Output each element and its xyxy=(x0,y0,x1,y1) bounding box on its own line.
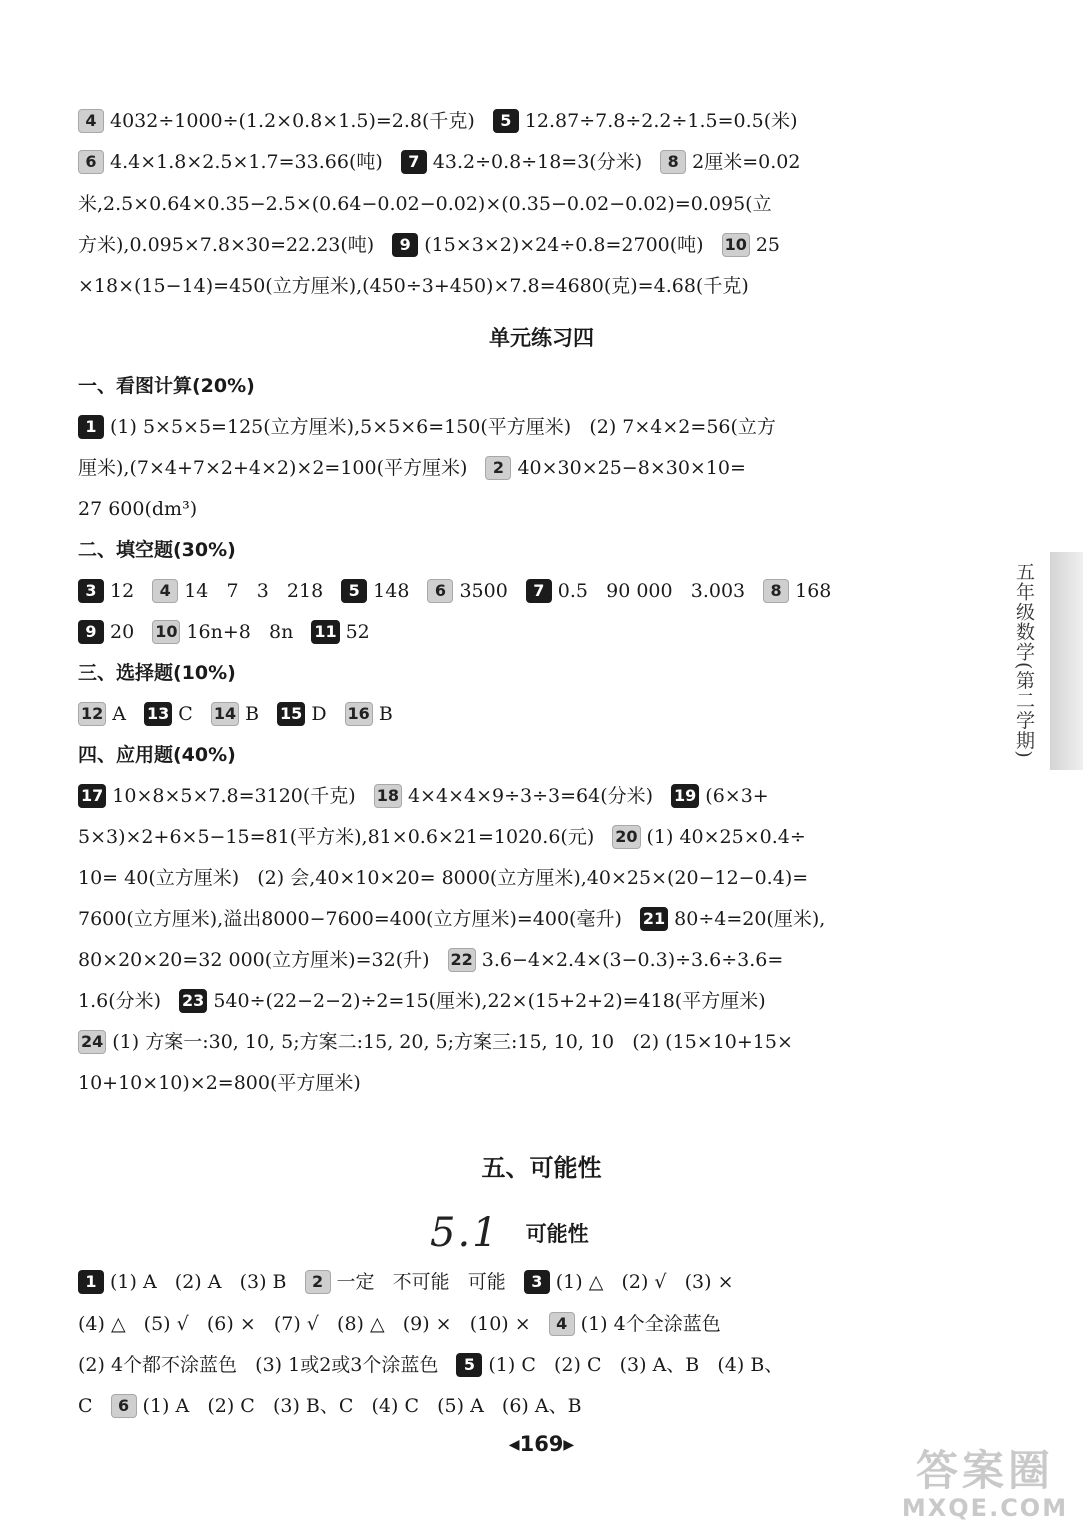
question-number-badge: 1 xyxy=(78,415,104,439)
answer-text: (1) 40×25×0.4÷ xyxy=(646,826,806,848)
answer-text: 7600(立方厘米),溢出8000−7600=400(立方厘米)=400(毫升) xyxy=(78,908,622,930)
answer-line xyxy=(78,268,963,304)
question-number-badge: 15 xyxy=(277,702,305,726)
question-number-badge: 8 xyxy=(763,579,789,603)
left-arrow-icon: ◀ xyxy=(508,1437,520,1453)
answer-text: (1) 4个全涂蓝色 xyxy=(580,1313,721,1335)
answer-text: 27 600(dm³) xyxy=(78,498,198,520)
question-number-badge: 19 xyxy=(671,784,699,808)
chapter-title: 五、可能性 xyxy=(481,1154,602,1182)
question-number-badge: 3 xyxy=(524,1270,550,1294)
answer-line xyxy=(78,1065,963,1101)
answer-text: 3.6−4×2.4×(3−0.3)÷3.6÷3.6= xyxy=(481,949,784,971)
question-number-badge: 4 xyxy=(549,1312,575,1336)
answer-text: C xyxy=(78,1395,93,1417)
answer-text: 2厘米=0.02 xyxy=(692,151,801,173)
question-number-badge: 10 xyxy=(152,620,180,644)
section-heading: 三、选择题(10%) xyxy=(78,662,236,684)
answer-text: (15×3×2)×24÷0.8=2700(吨) xyxy=(424,234,704,256)
question-number-badge: 20 xyxy=(612,825,640,849)
answer-text: B xyxy=(378,703,393,725)
question-number-badge: 5 xyxy=(493,109,519,133)
answer-text: (1) A (2) C (3) B、C (4) C (5) A (6) A、B xyxy=(142,1395,582,1417)
side-tab-label: 五年级数学(第二学期) xyxy=(1013,562,1035,759)
answer-line xyxy=(78,1347,963,1383)
answer-line xyxy=(78,491,963,527)
answer-line xyxy=(78,614,963,650)
answer-text: 43.2÷0.8÷18=3(分米) xyxy=(432,151,643,173)
section-number: 5.1 xyxy=(430,1210,500,1256)
answer-text: 80×20×20=32 000(立方厘米)=32(升) xyxy=(78,949,430,971)
question-number-badge: 8 xyxy=(660,150,686,174)
section-heading: 四、应用题(40%) xyxy=(78,744,236,766)
answer-line xyxy=(78,186,963,222)
question-number-badge: 22 xyxy=(448,948,476,972)
answer-line xyxy=(78,227,963,263)
watermark-bottom: MXQE.COM xyxy=(901,1494,1069,1522)
question-number-badge: 3 xyxy=(78,579,104,603)
answer-text: 12.87÷7.8÷2.2÷1.5=0.5(米) xyxy=(524,110,798,132)
answer-text: 12 xyxy=(110,580,135,602)
answer-text: 80÷4=20(厘米), xyxy=(674,908,826,930)
answer-text: 14 7 3 218 xyxy=(184,580,324,602)
answer-line xyxy=(78,819,963,855)
watermark-top: 答案圈 xyxy=(915,1446,1054,1495)
question-number-badge: 24 xyxy=(78,1030,106,1054)
answer-text: 10= 40(立方厘米) (2) 会,40×10×20= 8000(立方厘米),40×25×(20−12−0.4)= xyxy=(78,867,809,889)
answer-text: 4.4×1.8×2.5×1.7=33.66(吨) xyxy=(110,151,383,173)
answer-text: 0.5 90 000 3.003 xyxy=(557,580,746,602)
section-heading: 一、看图计算(20%) xyxy=(78,375,255,397)
answer-text: 4×4×4×9÷3÷3=64(分米) xyxy=(407,785,654,807)
answer-line xyxy=(78,409,963,445)
question-number-badge: 7 xyxy=(526,579,552,603)
answer-text: 米,2.5×0.64×0.35−2.5×(0.64−0.02−0.02)×(0.35−0.02−0.02)=0.095(立 xyxy=(78,193,772,215)
question-number-badge: 2 xyxy=(485,456,511,480)
side-tab xyxy=(1050,552,1083,770)
answer-text: 16n+8 8n xyxy=(186,621,294,643)
answer-line xyxy=(78,1264,963,1300)
question-number-badge: 6 xyxy=(78,150,104,174)
unit-review-title: 单元练习四 xyxy=(489,326,594,350)
answer-text: 25 xyxy=(755,234,781,256)
question-number-badge: 10 xyxy=(722,233,750,257)
answer-text: 540÷(22−2−2)÷2=15(厘米),22×(15+2+2)=418(平方厘米) xyxy=(213,990,766,1012)
answer-text: ×18×(15−14)=450(立方厘米),(450÷3+450)×7.8=4680(克)=4.68(千克) xyxy=(78,275,749,297)
section-header xyxy=(430,1208,589,1258)
question-number-badge: 11 xyxy=(311,620,339,644)
answer-line xyxy=(78,901,963,937)
question-number-badge: 4 xyxy=(78,109,104,133)
answer-text: (1) 5×5×5=125(立方厘米),5×5×6=150(平方厘米) (2) 7×4×2=56(立方 xyxy=(110,416,776,438)
answer-text: 168 xyxy=(795,580,832,602)
answer-text: 148 xyxy=(373,580,410,602)
answer-text: A xyxy=(112,703,126,725)
answer-line xyxy=(78,942,963,978)
question-number-badge: 16 xyxy=(345,702,373,726)
watermark-logo xyxy=(900,1448,1070,1528)
question-number-badge: 7 xyxy=(401,150,427,174)
answer-text: (1) C (2) C (3) A、B (4) B、 xyxy=(488,1354,784,1376)
answer-line xyxy=(78,1388,963,1424)
answer-text: 40×30×25−8×30×10= xyxy=(517,457,746,479)
question-number-badge: 1 xyxy=(78,1270,104,1294)
question-number-badge: 12 xyxy=(78,702,106,726)
question-number-badge: 13 xyxy=(144,702,172,726)
question-number-badge: 9 xyxy=(392,233,418,257)
answer-text: D xyxy=(311,703,327,725)
answer-text: 5×3)×2+6×5−15=81(平方米),81×0.6×21=1020.6(元) xyxy=(78,826,595,848)
section-name: 可能性 xyxy=(525,1222,589,1246)
question-number-badge: 14 xyxy=(211,702,239,726)
answer-text: 20 xyxy=(110,621,135,643)
answer-text: 厘米),(7×4+7×2+4×2)×2=100(平方厘米) xyxy=(78,457,468,479)
answer-line xyxy=(78,103,963,139)
answer-text: 52 xyxy=(345,621,370,643)
question-number-badge: 17 xyxy=(78,784,106,808)
answer-text: (4) △ (5) √ (6) × (7) √ (8) △ (9) × (10) × xyxy=(78,1313,531,1335)
question-number-badge: 18 xyxy=(374,784,402,808)
question-number-badge: 6 xyxy=(111,1394,137,1418)
answer-text: 一定 不可能 可能 xyxy=(336,1271,506,1293)
answer-line xyxy=(78,1024,963,1060)
answer-text: (1) A (2) A (3) B xyxy=(110,1271,287,1293)
answer-line xyxy=(78,983,963,1019)
question-number-badge: 21 xyxy=(640,907,668,931)
question-number-badge: 9 xyxy=(78,620,104,644)
answer-text: B xyxy=(245,703,260,725)
answer-text: (6×3+ xyxy=(705,785,769,807)
answer-text: 1.6(分米) xyxy=(78,990,162,1012)
question-number-badge: 5 xyxy=(456,1353,482,1377)
question-number-badge: 6 xyxy=(427,579,453,603)
answer-text: C xyxy=(178,703,193,725)
answer-line xyxy=(78,696,963,732)
answer-line xyxy=(78,778,963,814)
question-number-badge: 4 xyxy=(152,579,178,603)
page-number-text: 169 xyxy=(519,1432,564,1456)
right-arrow-icon: ▶ xyxy=(563,1437,575,1453)
answer-text: 10×8×5×7.8=3120(千克) xyxy=(112,785,356,807)
answer-line xyxy=(78,1306,963,1342)
answer-line xyxy=(78,144,963,180)
question-number-badge: 5 xyxy=(341,579,367,603)
question-number-badge: 2 xyxy=(305,1270,331,1294)
question-number-badge: 23 xyxy=(179,989,207,1013)
answer-text: (1) 方案一:30, 10, 5;方案二:15, 20, 5;方案三:15, 10, 10 (2) (15×10+15× xyxy=(112,1031,793,1053)
answer-text: 3500 xyxy=(459,580,508,602)
answer-line xyxy=(78,860,963,896)
answer-text: 4032÷1000÷(1.2×0.8×1.5)=2.8(千克) xyxy=(110,110,475,132)
answer-text: (2) 4个都不涂蓝色 (3) 1或2或3个涂蓝色 xyxy=(78,1354,439,1376)
answer-text: (1) △ (2) √ (3) × xyxy=(555,1271,734,1293)
answer-text: 10+10×10)×2=800(平方厘米) xyxy=(78,1072,361,1094)
answer-line xyxy=(78,450,963,486)
section-heading: 二、填空题(30%) xyxy=(78,539,236,561)
answer-line xyxy=(78,573,963,609)
answer-text: 方米),0.095×7.8×30=22.23(吨) xyxy=(78,234,375,256)
